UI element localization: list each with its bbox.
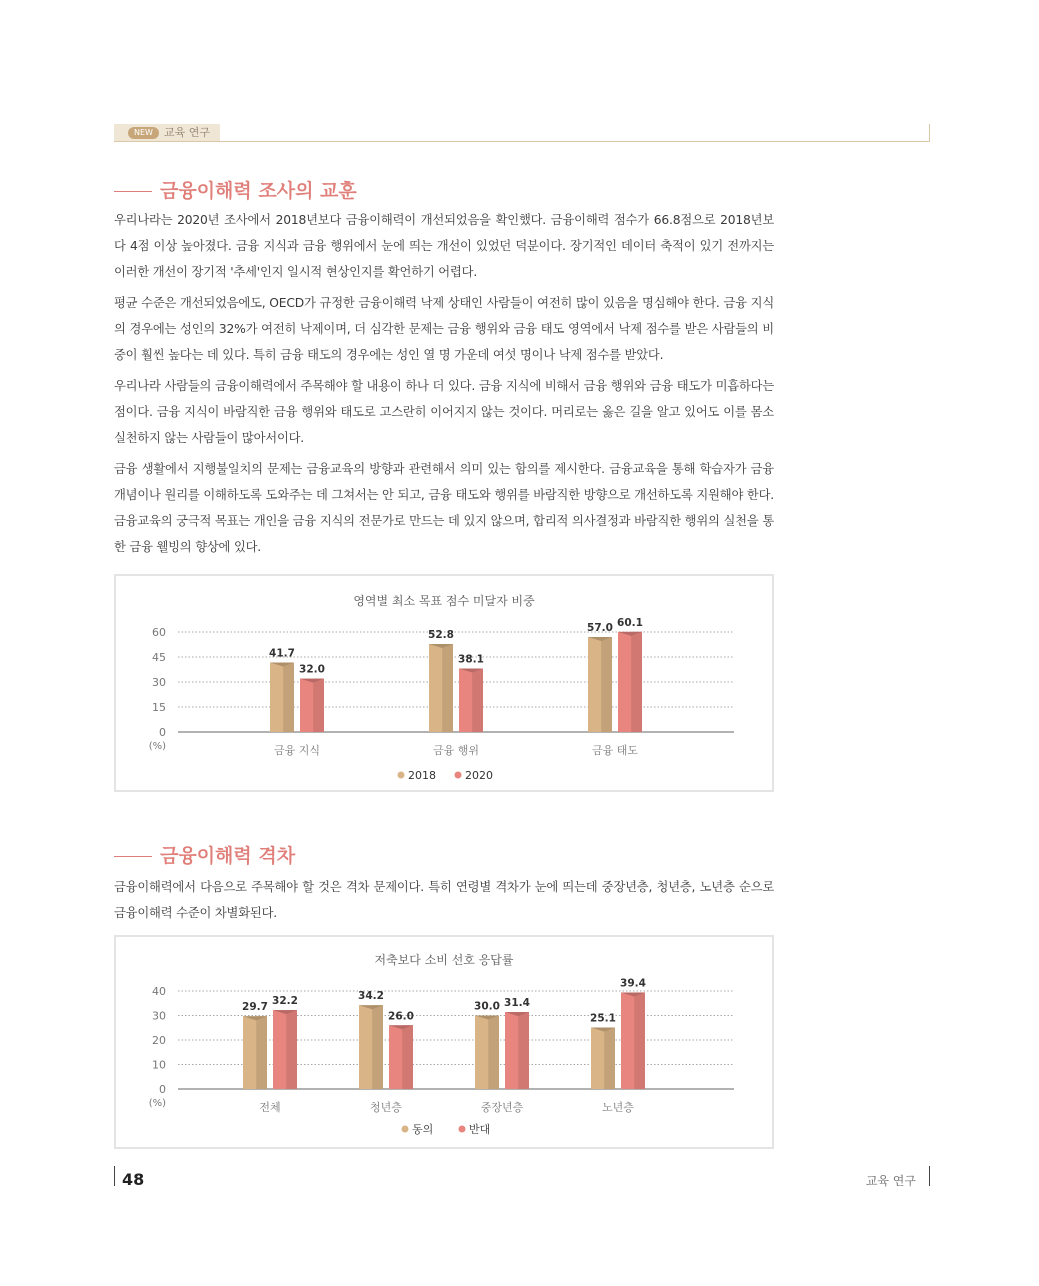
paragraph: 금융이해력에서 다음으로 주목해야 할 것은 격차 문제이다. 특히 연령별 격차가 눈에 띄는데 중장년층, 청년층, 노년층 순으로 금융이해력 수준이 차별화된다.: [114, 880, 774, 920]
bar: [505, 1012, 529, 1089]
y-tick-label: 0: [159, 726, 166, 739]
paragraph: 금융 생활에서 지행불일치의 문제는 금융교육의 방향과 관련해서 의미 있는 함의를 제시한다. 금융교육을 통해 학습자가 금융 개념이나 원리를 이해하도록 도와주는 데 그쳐서는 안 되고, 금융 태도와 행위를 바람직한 방향으로 개선하도록 지원해야 한다. 금융교육의 궁극적 목표는 개인을 금융 지식의 전문가로 만드는 데 있지 않으며, 합리적 의사결정과 바람직한 행위의 실천을 통한 금융 웰빙의 향상에 있다.: [114, 462, 774, 554]
category-label: 금융 태도: [591, 744, 639, 757]
legend-label: 반대: [469, 1123, 491, 1136]
unit-label: (%): [148, 741, 166, 752]
title-dash: [114, 856, 152, 858]
category-label: 교육 연구: [164, 126, 211, 139]
y-tick-label: 30: [152, 1009, 166, 1023]
category-label: 노년층: [602, 1101, 634, 1114]
y-tick-label: 45: [152, 651, 166, 664]
bar-side: [472, 669, 483, 733]
footer-left-rule: [114, 1166, 115, 1186]
data-label: 32.2: [272, 995, 298, 1008]
bar: [273, 1010, 297, 1089]
bar-side: [634, 992, 645, 1089]
bar: [588, 637, 612, 732]
bar: [621, 992, 645, 1089]
legend-marker: [402, 1126, 409, 1133]
bar-side: [313, 679, 324, 732]
unit-label: (%): [148, 1098, 166, 1109]
y-tick-label: 20: [152, 1034, 166, 1047]
category-label: 금융 행위: [432, 744, 480, 757]
paragraph: 우리나라는 2020년 조사에서 2018년보다 금융이해력이 개선되었음을 확인했다. 금융이해력 점수가 66.8점으로 2018년보다 4점 이상 높아졌다. 금융 지식과 금융 행위에서 눈에 띄는 개선이 있었던 덕분이다. 장기적인 데이터 축적이 있기 전까지는 이러한 개선이 장기적 '추세'인지 일시적 현상인지를 확언하기 어렵다.: [114, 213, 774, 279]
y-tick-label: 30: [152, 676, 166, 689]
page-number: 48: [122, 1170, 145, 1189]
data-label: 60.1: [617, 616, 643, 629]
bar-side: [442, 644, 453, 732]
data-label: 31.4: [504, 997, 530, 1010]
y-tick-label: 60: [152, 626, 166, 639]
data-label: 34.2: [358, 990, 384, 1003]
data-label: 29.7: [242, 1001, 268, 1014]
bar-side: [518, 1012, 529, 1089]
bar: [270, 663, 294, 733]
data-label: 52.8: [428, 629, 454, 641]
category-label: 중장년층: [480, 1101, 524, 1114]
category-label: 금융 지식: [273, 744, 321, 757]
bar-side: [488, 1016, 499, 1090]
category-label: 전체: [259, 1101, 281, 1114]
section-title-gap: [114, 841, 295, 868]
y-tick-label: 10: [152, 1058, 166, 1072]
bar: [300, 679, 324, 732]
section-title-text: 금융이해력 조사의 교훈: [160, 180, 357, 202]
legend-marker: [398, 772, 405, 779]
legend-label: 2020: [465, 769, 493, 782]
data-label: 25.1: [590, 1012, 616, 1025]
footer-right-rule: [929, 1166, 930, 1186]
bar-side: [604, 1028, 615, 1089]
page-footer: [114, 1166, 930, 1189]
bar: [243, 1016, 267, 1089]
bar: [618, 632, 642, 732]
paragraph: 평균 수준은 개선되었음에도, OECD가 규정한 금융이해력 낙제 상태인 사람들이 여전히 많이 있음을 명심해야 한다. 금융 지식의 경우에는 성인의 32%가 여전히 낙제이며, 더 심각한 문제는 금융 행위와 금융 태도 영역에서 낙제 점수를 받은 사람들의 비중이 훨씬 높다는 데 있다. 특히 금융 태도의 경우에는 성인 열 명 가운데 여섯 명이나 낙제 점수를 받았다.: [114, 296, 774, 362]
header-divider: [114, 141, 930, 142]
data-label: 38.1: [458, 653, 484, 666]
data-label: 26.0: [388, 1010, 414, 1023]
chart-plot: [116, 937, 772, 1147]
bar: [359, 1005, 383, 1089]
legend-label: 2018: [408, 769, 436, 782]
category-tag: [114, 124, 220, 142]
bar-side: [372, 1005, 383, 1089]
bar: [429, 644, 453, 732]
bar: [591, 1028, 615, 1089]
data-label: 30.0: [474, 1000, 500, 1013]
chart-plot: [116, 576, 772, 790]
bar-side: [631, 632, 642, 732]
new-badge: NEW: [128, 127, 159, 139]
y-tick-label: 15: [152, 701, 166, 714]
data-label: 57.0: [587, 622, 613, 634]
legend-marker: [459, 1126, 466, 1133]
data-label: 32.0: [299, 663, 325, 676]
bar: [389, 1025, 413, 1089]
legend-label: 동의: [412, 1123, 434, 1136]
bar-side: [601, 637, 612, 732]
category-label: 청년층: [370, 1101, 402, 1114]
footer-section-label: 교육 연구: [865, 1174, 916, 1188]
bar-side: [256, 1016, 267, 1089]
bar: [459, 669, 483, 733]
section-title-lessons: [114, 176, 357, 203]
bar-side: [286, 1010, 297, 1089]
bar-side: [283, 663, 294, 733]
chart-consumption-preference: [114, 935, 774, 1149]
data-label: 39.4: [620, 977, 646, 990]
paragraph: 우리나라 사람들의 금융이해력에서 주목해야 할 내용이 하나 더 있다. 금융 지식에 비해서 금융 행위와 금융 태도가 미흡하다는 점이다. 금융 지식이 바람직한 금융 행위와 태도로 고스란히 이어지지 않는 것이다. 머리로는 옳은 길을 알고 있어도 이를 몸소 실천하지 않는 사람들이 많아서이다.: [114, 379, 774, 445]
header-bar: [114, 124, 930, 142]
chart-title: 저축보다 소비 선호 응답률: [374, 953, 514, 967]
header-edge: [929, 124, 930, 142]
legend-marker: [455, 772, 462, 779]
data-label: 41.7: [269, 647, 295, 660]
y-tick-label: 0: [159, 1083, 166, 1096]
y-tick-label: 40: [152, 985, 166, 998]
title-dash: [114, 191, 152, 193]
chart-domain-underachievers: [114, 574, 774, 792]
chart-title: 영역별 최소 목표 점수 미달자 비중: [353, 594, 535, 608]
bar-side: [402, 1025, 413, 1089]
section-title-text: 금융이해력 격차: [160, 845, 296, 867]
bar: [475, 1016, 499, 1090]
